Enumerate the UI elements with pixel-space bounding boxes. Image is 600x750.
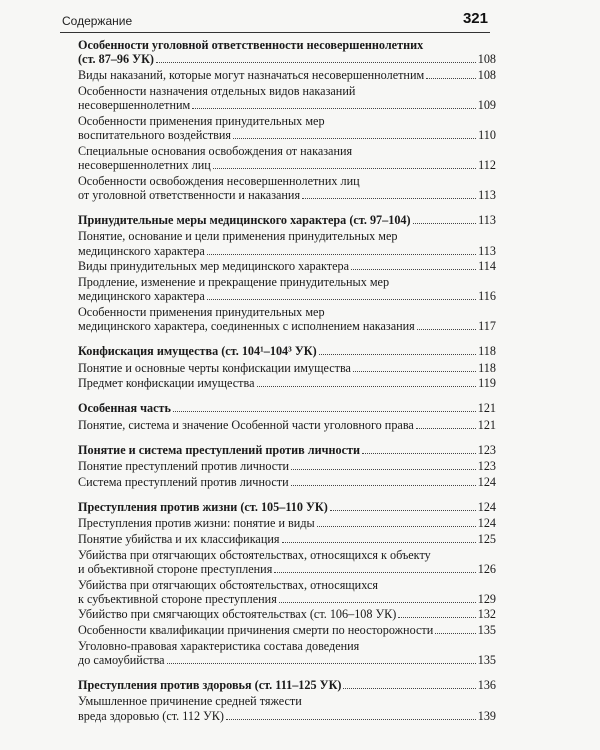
toc-entry-text: Продление, изменение и прекращение принудительных мер: [78, 275, 390, 290]
toc-entry-line: [78, 443, 496, 457]
toc-entry-text: Понятие, система и значение Особенной части уголовного права: [78, 417, 414, 432]
toc-entry-line: [78, 532, 496, 546]
toc-entry-text: Система преступлений против личности: [78, 474, 289, 489]
toc-entry-text: Убийства при отягчающих обстоятельствах, относящихся к объекту: [78, 547, 431, 562]
toc-entry-line: [78, 475, 496, 489]
toc-entry-line: [78, 459, 496, 473]
dot-leader: [435, 633, 475, 634]
toc-page-number: 124: [477, 516, 496, 531]
toc-entry-text: Виды принудительных мер медицинского характера: [78, 259, 350, 274]
toc-entry-line: [78, 548, 496, 562]
toc-entry-line: [78, 52, 496, 66]
dot-leader: [362, 453, 476, 454]
dot-leader: [398, 617, 475, 618]
toc-entry[interactable]: [78, 114, 496, 142]
toc-page-number: 113: [478, 188, 496, 203]
toc-entry[interactable]: [78, 144, 496, 172]
toc-section: [78, 38, 496, 202]
toc-page-number: 108: [477, 52, 496, 67]
toc-page-number: 124: [477, 499, 496, 514]
toc-entry[interactable]: [78, 516, 496, 530]
toc-heading-entry[interactable]: [78, 401, 496, 415]
toc-entry-text: Понятие и система преступлений против личности: [78, 442, 361, 457]
toc-page-number: 109: [477, 98, 496, 113]
toc-entry-text: Особенности уголовной ответственности несовершеннолетних: [78, 38, 424, 52]
dot-leader: [417, 329, 476, 330]
toc-heading-entry[interactable]: [78, 443, 496, 457]
dot-leader: [156, 62, 476, 63]
dot-leader: [192, 108, 475, 109]
toc-page-number: 118: [478, 360, 496, 375]
toc-entry[interactable]: [78, 229, 496, 257]
toc-entry[interactable]: [78, 259, 496, 273]
toc-entry-line: [78, 639, 496, 653]
toc-entry-text: Преступления против жизни (ст. 105–110 УК): [78, 499, 328, 514]
toc-entry[interactable]: [78, 84, 496, 112]
toc-page-number: 126: [477, 561, 496, 576]
toc-entry-text: медицинского характера: [78, 289, 205, 304]
toc-section: [78, 213, 496, 333]
toc-entry-line: [78, 653, 496, 667]
dot-leader: [317, 526, 476, 527]
toc-entry-text: Особенности применения принудительных мер: [78, 114, 325, 129]
table-of-contents: [78, 38, 496, 734]
toc-entry-line: [78, 562, 496, 576]
toc-entry-line: [78, 578, 496, 592]
toc-entry-line: [78, 418, 496, 432]
toc-entry-line: [78, 128, 496, 142]
toc-heading-entry[interactable]: [78, 344, 496, 358]
toc-entry-line: [78, 289, 496, 303]
toc-entry[interactable]: [78, 694, 496, 722]
toc-page-number: 139: [477, 708, 496, 723]
toc-section: [78, 500, 496, 667]
toc-entry-text: медицинского характера, соединенных с исполнением наказания: [78, 319, 415, 334]
toc-entry[interactable]: [78, 623, 496, 637]
toc-entry-text: (ст. 87–96 УК): [78, 52, 154, 67]
toc-page-number: 129: [477, 591, 496, 606]
toc-entry-text: Особенности квалификации причинения смерти по неосторожности: [78, 623, 434, 638]
dot-leader: [233, 138, 476, 139]
dot-leader: [291, 485, 476, 486]
running-header: [60, 6, 490, 33]
toc-entry[interactable]: [78, 376, 496, 390]
dot-leader: [319, 354, 476, 355]
toc-heading-entry[interactable]: [78, 213, 496, 227]
toc-entry-line: [78, 344, 496, 358]
header-title: Содержание: [62, 14, 133, 28]
toc-entry-line: [78, 275, 496, 289]
toc-section: [78, 344, 496, 390]
toc-page-number: 117: [478, 319, 496, 334]
toc-page-number: 135: [477, 623, 496, 638]
dot-leader: [426, 78, 476, 79]
toc-page-number: 136: [477, 678, 496, 693]
toc-entry[interactable]: [78, 68, 496, 82]
toc-entry-line: [78, 259, 496, 273]
toc-entry-text: Понятие убийства и их классификация: [78, 531, 280, 546]
toc-page-number: 108: [477, 68, 496, 83]
toc-entry-line: [78, 305, 496, 319]
toc-page-number: 116: [478, 289, 496, 304]
dot-leader: [226, 719, 476, 720]
toc-page-number: 132: [477, 607, 496, 622]
toc-entry[interactable]: [78, 475, 496, 489]
page-number: 321: [462, 10, 488, 27]
toc-entry-text: Понятие и основные черты конфискации имущества: [78, 360, 351, 375]
dot-leader: [413, 223, 477, 224]
toc-entry-line: [78, 229, 496, 243]
toc-entry-text: Особенности применения принудительных мер: [78, 304, 325, 319]
toc-entry-line: [78, 709, 496, 723]
toc-entry-text: Принудительные меры медицинского характера (ст. 97–104): [78, 213, 411, 228]
toc-heading-entry[interactable]: [78, 38, 496, 66]
dot-leader: [279, 602, 476, 603]
toc-entry[interactable]: [78, 532, 496, 546]
toc-entry-text: Предмет конфискации имущества: [78, 376, 255, 391]
toc-entry-line: [78, 376, 496, 390]
toc-entry-line: [78, 188, 496, 202]
toc-section: [78, 678, 496, 723]
toc-entry-text: Виды наказаний, которые могут назначаться несовершеннолетним: [78, 68, 425, 83]
dot-leader: [257, 386, 477, 387]
toc-entry-line: [78, 401, 496, 415]
toc-entry[interactable]: [78, 418, 496, 432]
toc-entry-line: [78, 98, 496, 112]
toc-entry-line: [78, 694, 496, 708]
toc-entry-line: [78, 500, 496, 514]
toc-entry-text: воспитательного воздействия: [78, 128, 232, 143]
toc-entry-text: Понятие преступлений против личности: [78, 459, 290, 474]
toc-entry[interactable]: [78, 459, 496, 473]
toc-entry-text: Понятие, основание и цели применения принудительных мер: [78, 229, 398, 244]
toc-entry[interactable]: [78, 361, 496, 375]
toc-entry[interactable]: [78, 174, 496, 202]
toc-page-number: 110: [478, 128, 496, 143]
toc-entry-line: [78, 158, 496, 172]
toc-entry[interactable]: [78, 548, 496, 576]
toc-entry-text: несовершеннолетних лиц: [78, 158, 211, 173]
toc-entry-line: [78, 144, 496, 158]
toc-heading-entry[interactable]: [78, 678, 496, 692]
toc-entry[interactable]: [78, 305, 496, 333]
toc-entry-line: [78, 592, 496, 606]
toc-entry-text: Особенности освобождения несовершеннолетних лиц: [78, 173, 360, 188]
toc-page-number: 119: [478, 376, 496, 391]
dot-leader: [343, 688, 475, 689]
toc-entry-text: Преступления против здоровья (ст. 111–125 УК): [78, 678, 342, 693]
toc-entry-line: [78, 607, 496, 621]
toc-page-number: 112: [478, 158, 496, 173]
dot-leader: [207, 254, 476, 255]
toc-page-number: 113: [478, 243, 496, 258]
toc-entry-text: Особенности назначения отдельных видов наказаний: [78, 84, 356, 99]
toc-entry-text: медицинского характера: [78, 243, 205, 258]
dot-leader: [274, 572, 475, 573]
dot-leader: [167, 663, 476, 664]
toc-entry-line: [78, 213, 496, 227]
dot-leader: [291, 469, 476, 470]
toc-entry-text: вреда здоровью (ст. 112 УК): [78, 708, 224, 723]
toc-page-number: 118: [478, 344, 496, 359]
toc-entry-line: [78, 361, 496, 375]
toc-entry[interactable]: [78, 607, 496, 621]
dot-leader: [282, 542, 476, 543]
toc-entry-line: [78, 38, 496, 52]
toc-page-number: 124: [477, 474, 496, 489]
toc-entry-line: [78, 623, 496, 637]
toc-entry-text: несовершеннолетним: [78, 98, 191, 113]
dot-leader: [353, 371, 476, 372]
dot-leader: [213, 168, 476, 169]
toc-heading-entry[interactable]: [78, 500, 496, 514]
toc-entry[interactable]: [78, 578, 496, 606]
toc-entry[interactable]: [78, 275, 496, 303]
toc-page-number: 121: [477, 401, 496, 416]
toc-page-number: 121: [477, 417, 496, 432]
toc-entry-text: Уголовно-правовая характеристика состава доведения: [78, 638, 360, 653]
dot-leader: [173, 411, 476, 412]
toc-entry-text: Умышленное причинение средней тяжести: [78, 694, 302, 709]
dot-leader: [302, 198, 476, 199]
toc-page-number: 125: [477, 531, 496, 546]
toc-entry-line: [78, 68, 496, 82]
toc-entry-text: Конфискация имущества (ст. 104¹–104³ УК): [78, 344, 317, 359]
toc-entry-text: Специальные основания освобождения от наказания: [78, 143, 353, 158]
toc-page-number: 123: [477, 459, 496, 474]
toc-entry-text: к субъективной стороне преступления: [78, 591, 277, 606]
toc-entry-line: [78, 516, 496, 530]
toc-entry-line: [78, 174, 496, 188]
dot-leader: [207, 299, 476, 300]
toc-entry-text: Убийство при смягчающих обстоятельствах (ст. 106–108 УК): [78, 607, 397, 622]
toc-entry-text: от уголовной ответственности и наказания: [78, 188, 301, 203]
toc-page-number: 123: [477, 442, 496, 457]
toc-section: [78, 443, 496, 489]
dot-leader: [351, 269, 476, 270]
toc-entry-line: [78, 114, 496, 128]
toc-entry-line: [78, 319, 496, 333]
dot-leader: [416, 428, 476, 429]
toc-entry-text: Преступления против жизни: понятие и виды: [78, 516, 315, 531]
toc-page-number: 113: [478, 213, 496, 228]
toc-entry-line: [78, 244, 496, 258]
dot-leader: [330, 510, 476, 511]
toc-entry-text: Убийства при отягчающих обстоятельствах, относящихся: [78, 577, 378, 592]
toc-entry-text: Особенная часть: [78, 401, 171, 416]
toc-entry[interactable]: [78, 639, 496, 667]
toc-page-number: 135: [477, 653, 496, 668]
toc-entry-text: до самоубийства: [78, 653, 165, 668]
toc-entry-text: и объективной стороне преступления: [78, 561, 273, 576]
toc-section: [78, 401, 496, 431]
toc-page-number: 114: [478, 259, 496, 274]
toc-entry-line: [78, 678, 496, 692]
toc-entry-line: [78, 84, 496, 98]
